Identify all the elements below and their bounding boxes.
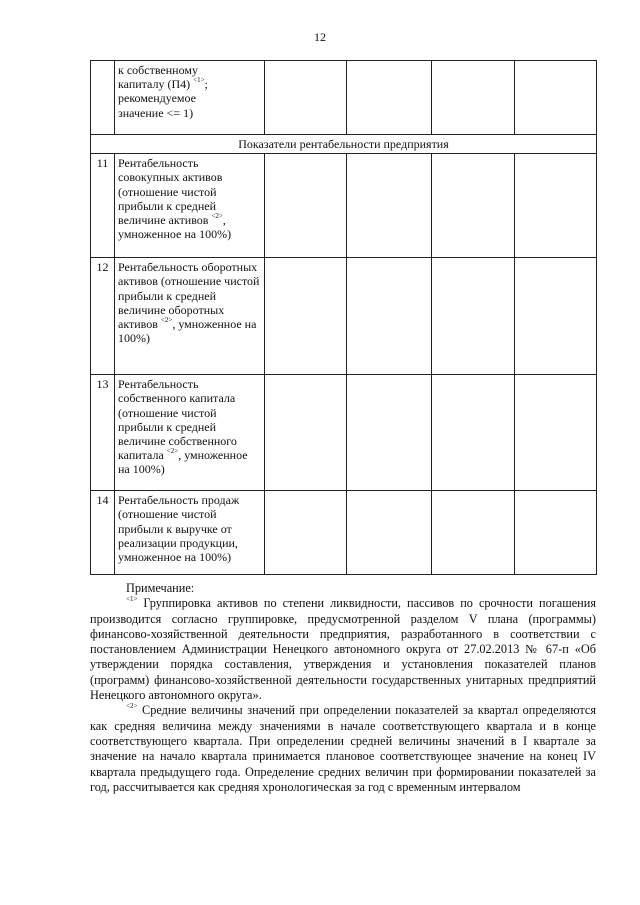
table-row: [91, 258, 597, 375]
table-row: [91, 61, 597, 135]
table-row: [91, 491, 597, 575]
row-description: Рентабельность совокупных активов (отношение чистой прибыли к средней величине активов $^{<2>}$, умноженное на 100%): [115, 154, 265, 258]
row-number: 11: [91, 154, 115, 258]
note-paragraph-2: $^{<2>}$ Средние величины значений при определении показателей за квартал определяются как средняя величина между значениями в начале соответствующего квартала и в конце соответствующего квартала. При определении средней величины значений в I квартале за значение на начало квартала принимается плановое соответствующее значение на конец IV квартала предыдущего года. Определение средних величин при формировании показателей за год, рассчитывается как средняя хронологическая за год с временным интервалом: [90, 702, 596, 794]
row-number: 12: [91, 258, 115, 375]
footnote-mark: <2>: [126, 702, 138, 711]
page-number: 12: [314, 30, 326, 44]
section-title: Показатели рентабельности предприятия: [91, 135, 597, 154]
note-block: [90, 581, 596, 795]
section-row: [91, 135, 597, 154]
note-paragraph-1: $^{<1>}$ Группировка активов по степени ликвидности, пассивов по срочности погашения производится согласно группировке, предусмотренной разделом V плана (программы) финансово-хозяйственной деятельности предприятия, разработанного в соответствии с постановлением Администрации Ненецкого автономного округа от 27.02.2013 № 67-п «Об утверждении порядка составления, утверждения и установления показателей планов (программ) финансово-хозяйственной деятельности государственных унитарных предприятий Ненецкого автономного округа».: [90, 595, 596, 703]
note-title: Примечание:: [126, 581, 195, 595]
row-description: Рентабельность собственного капитала (отношение чистой прибыли к средней величине собственного капитала $^{<2>}$, умноженное на 100%): [115, 375, 265, 491]
table-row: [91, 154, 597, 258]
table-row: [91, 375, 597, 491]
indicators-table: [90, 60, 597, 575]
row-description: Рентабельность оборотных активов (отношение чистой прибыли к средней величине оборотных активов $^{<2>}$, умноженное на 100%): [115, 258, 265, 375]
row-number: 14: [91, 491, 115, 575]
num-cell: [91, 61, 115, 135]
row-number: 13: [91, 375, 115, 491]
row-description: Рентабельность продаж (отношение чистой прибыли к выручке от реализации продукции, умноженное на 100%): [115, 491, 265, 575]
desc-cell: к собственному капиталу (П4) $^{<1>}$; рекомендуемое значение <= 1): [115, 61, 265, 135]
footnote-mark: <1>: [126, 595, 138, 604]
